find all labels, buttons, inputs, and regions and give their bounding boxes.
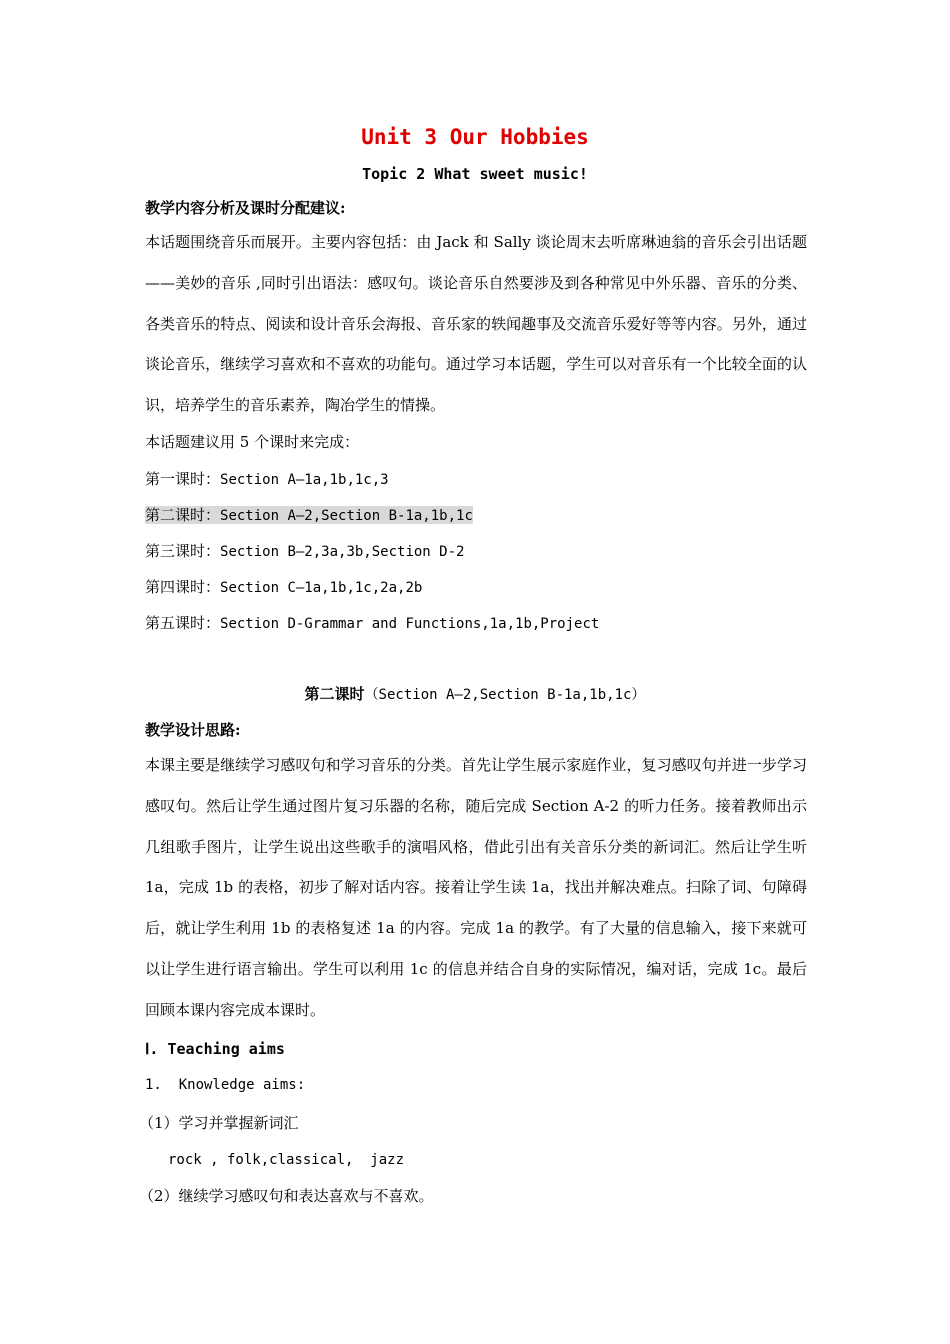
analysis-paragraph: 本话题围绕音乐而展开。主要内容包括：由 Jack 和 Sally 谈论周末去听席琳迪翁的音乐会引出话题——美妙的音乐 ,同时引出语法：感叹句。谈论音乐自然要涉及到各种常见中外乐器、音乐的分类、各类音乐的特点、阅读和设计音乐会海报、音乐家的轶闻趣事及交流音乐爱好等等内容。另外，通过谈论音乐，继续学习喜欢和不喜欢的功能句。通过学习本话题，学生可以对音乐有一个比较全面的认识，培养学生的音乐素养，陶冶学生的情操。 [145, 233, 807, 415]
aim-item-1: （1）学习并掌握新词汇 [139, 1114, 299, 1132]
design-heading: 教学设计思路: [145, 721, 241, 739]
vocab-list: rock , folk,classical, jazz [168, 1152, 405, 1168]
lesson-heading-sections: （Section A—2,Section B-1a,1b,1c） [364, 687, 646, 703]
period-3 [145, 541, 464, 562]
period-5 [145, 613, 599, 634]
period-label: 第四课时： [145, 578, 221, 596]
aim-item-2: （2）继续学习感叹句和表达喜欢与不喜欢。 [139, 1187, 434, 1205]
period-content: Section B—2,3a,3b,Section D-2 [220, 544, 465, 560]
analysis-heading: 教学内容分析及课时分配建议: [145, 199, 346, 217]
design-paragraph: 本课主要是继续学习感叹句和学习音乐的分类。首先让学生展示家庭作业，复习感叹句并进一步学习感叹句。然后让学生通过图片复习乐器的名称，随后完成 Section A-2 的听力任务。接着教师出示几组歌手图片，让学生说出这些歌手的演唱风格，借此引出有关音乐分类的新词汇。然后让学生听 1a，完成 1b 的表格，初步了解对话内容。接着让学生读 1a，找出并解决难点。扫除了词、句障碍后，就让学生利用 1b 的表格复述 1a 的内容。完成 1a 的教学。有了大量的信息输入，接下来就可以让学生进行语言输出。学生可以利用 1c 的信息并结合自身的实际情况，编对话，完成 1c。最后回顾本课内容完成本课时。 [145, 756, 807, 1019]
period-count-note: 本话题建议用 5 个课时来完成： [145, 433, 360, 451]
lesson-heading [0, 684, 950, 705]
period-4 [145, 577, 422, 598]
period-content: Section A—1a,1b,1c,3 [220, 472, 389, 488]
knowledge-aims-label: 1. Knowledge aims: [145, 1077, 306, 1093]
topic-subtitle: Topic 2 What sweet music! [362, 165, 588, 183]
period-label: 第一课时： [145, 470, 221, 488]
period-label: 第五课时： [145, 614, 221, 632]
teaching-aims-heading: Ⅰ. Teaching aims [145, 1040, 285, 1058]
unit-title: Unit 3 Our Hobbies [361, 125, 589, 149]
period-1 [145, 469, 389, 490]
period-content: Section C—1a,1b,1c,2a,2b [220, 580, 423, 596]
period-label: 第二课时： [145, 506, 221, 524]
lesson-heading-bold: 第二课时 [304, 685, 365, 703]
period-content: Section D-Grammar and Functions,1a,1b,Project [220, 616, 600, 632]
period-2 [145, 505, 473, 526]
period-label: 第三课时： [145, 542, 221, 560]
period-content: Section A—2,Section B-1a,1b,1c [220, 508, 473, 524]
